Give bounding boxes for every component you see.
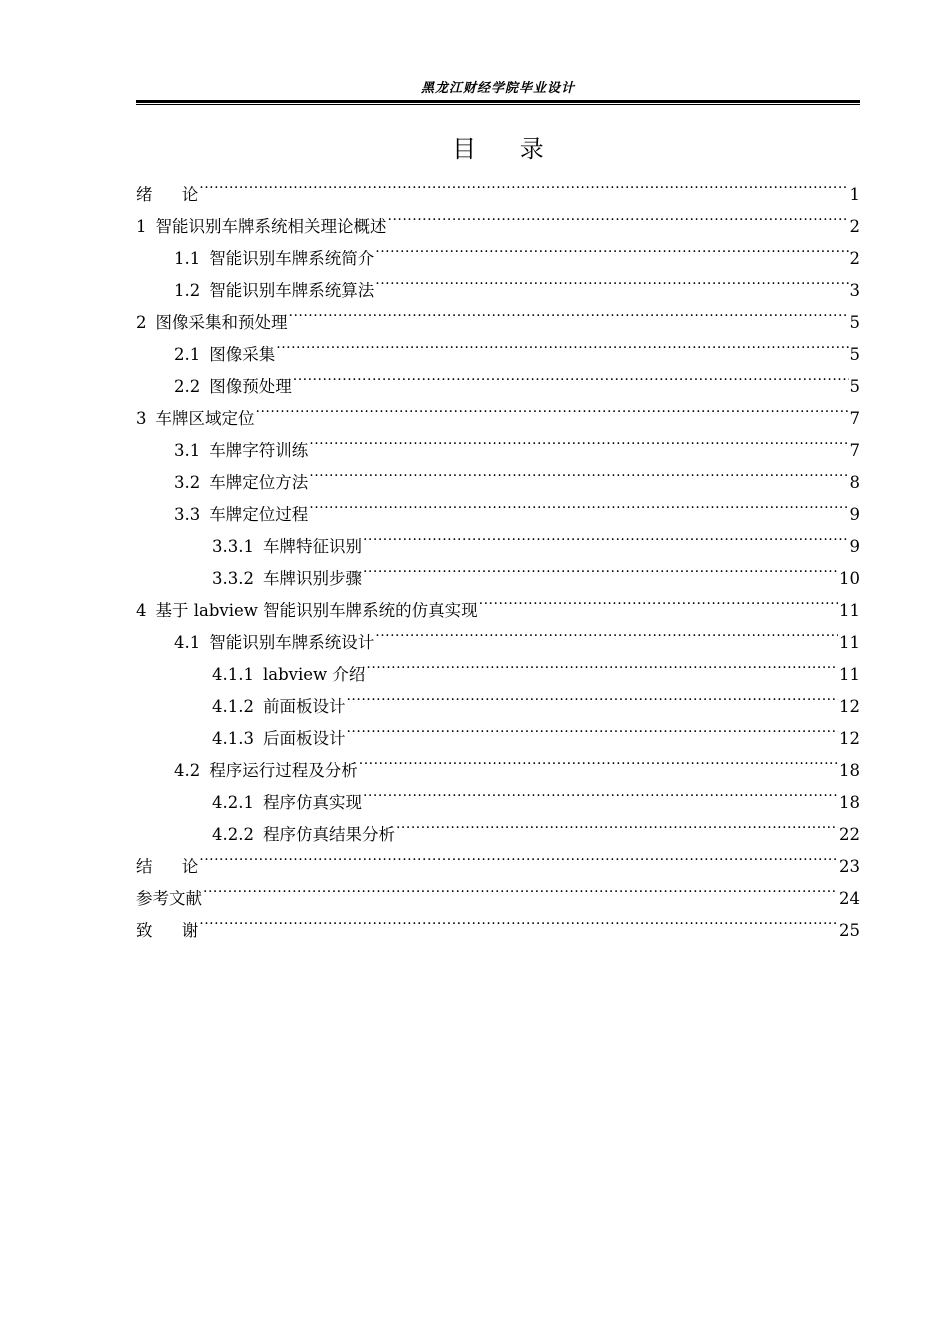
toc-entry-page-number: 9	[849, 505, 860, 524]
toc-entry-page-number: 7	[849, 409, 860, 428]
toc-entry-title: 车牌字符训练	[209, 441, 309, 460]
toc-entry-title: 图像预处理	[209, 377, 292, 396]
toc-entry-number: 4	[136, 601, 147, 620]
toc-dot-leader	[346, 712, 838, 744]
toc-dot-leader	[256, 392, 849, 424]
toc-entry-page-number: 25	[839, 921, 860, 940]
toc-entry-page-number: 7	[849, 441, 860, 460]
toc-entry-page-number: 18	[839, 761, 860, 780]
toc-entry-page-number: 5	[849, 345, 860, 364]
header-rule-thick	[136, 100, 860, 103]
toc-entry-page-number: 8	[849, 473, 860, 492]
toc-entry-page-number: 2	[849, 217, 860, 236]
toc-entry[interactable]	[136, 168, 860, 204]
toc-title: 目 录	[452, 135, 544, 163]
toc-dot-leader	[375, 616, 838, 648]
toc-entry-number: 3	[136, 409, 147, 428]
header-rule-thin	[136, 104, 860, 105]
toc-dot-leader	[293, 360, 849, 392]
toc-dot-leader	[366, 648, 838, 680]
toc-dot-leader	[359, 744, 838, 776]
toc-entry-page-number: 24	[839, 889, 860, 908]
toc-entry-number: 3.2	[174, 473, 201, 492]
toc-entry-number: 4.2	[174, 761, 201, 780]
toc-entry-title: 后面板设计	[262, 729, 346, 748]
toc-entry-title: 程序仿真实现	[262, 793, 362, 812]
toc-dot-leader	[346, 680, 838, 712]
toc-entry-number: 1.2	[174, 281, 201, 300]
toc-entry-number: 4.1.3	[212, 729, 254, 748]
toc-entry-page-number: 2	[849, 249, 860, 268]
toc-entry-page-number: 5	[849, 313, 860, 332]
toc-dot-leader	[479, 584, 838, 616]
toc-entry-title: 车牌识别步骤	[262, 569, 362, 588]
toc-dot-leader	[199, 168, 848, 200]
toc-entry-title: 车牌区域定位	[155, 409, 255, 428]
toc-entry-title: 图像采集	[209, 345, 276, 364]
toc-entry-page-number: 23	[839, 857, 860, 876]
toc-dot-leader	[289, 296, 849, 328]
toc-entry-number: 4.2.2	[212, 825, 254, 844]
toc-entry[interactable]	[136, 904, 860, 940]
toc-dot-leader	[309, 424, 848, 456]
toc-entry-title: 车牌特征识别	[262, 537, 362, 556]
toc-entry[interactable]	[136, 200, 860, 236]
toc-entry-page-number: 9	[849, 537, 860, 556]
toc-entry-title: 图像采集和预处理	[155, 313, 288, 332]
toc-entry-number: 3.3.2	[212, 569, 254, 588]
toc-entry-number: 4.1.2	[212, 697, 254, 716]
toc-dot-leader	[276, 328, 848, 360]
toc-entry-number: 3.3	[174, 505, 201, 524]
toc-dot-leader	[203, 872, 838, 904]
toc-entry-number: 3.1	[174, 441, 201, 460]
running-header-title: 黑龙江财经学院毕业设计	[420, 81, 575, 96]
toc-dot-leader	[363, 776, 838, 808]
toc-entry-title: 基于 labview 智能识别车牌系统的仿真实现	[155, 601, 478, 620]
toc-entry-page-number: 11	[839, 665, 860, 684]
toc-entry-page-number: 10	[839, 569, 860, 588]
toc-dot-leader	[363, 552, 838, 584]
toc-entry-number: 3.3.1	[212, 537, 254, 556]
toc-entry-title: 致 谢	[136, 921, 199, 940]
toc-entry-title: 程序运行过程及分析	[209, 761, 358, 780]
toc-entry-title: 智能识别车牌系统简介	[209, 249, 375, 268]
toc-entry-page-number: 12	[839, 729, 860, 748]
toc-dot-leader	[388, 200, 849, 232]
toc-entry-title: 智能识别车牌系统设计	[209, 633, 375, 652]
toc-dot-leader	[363, 520, 849, 552]
toc-entry-title: 智能识别车牌系统相关理论概述	[155, 217, 387, 236]
toc-dot-leader	[199, 904, 838, 936]
toc-dot-leader	[375, 264, 848, 296]
toc-dot-leader	[396, 808, 838, 840]
toc-entry-number: 4.1.1	[212, 665, 254, 684]
toc-entry-page-number: 1	[849, 185, 860, 204]
toc-entry-number: 2	[136, 313, 147, 332]
toc-entry-page-number: 5	[849, 377, 860, 396]
toc-entry-page-number: 18	[839, 793, 860, 812]
toc-dot-leader	[309, 488, 848, 520]
toc-entry-number: 2.2	[174, 377, 201, 396]
toc-entry-number: 2.1	[174, 345, 201, 364]
toc-entry-number: 1	[136, 217, 147, 236]
toc-entry-title: 智能识别车牌系统算法	[209, 281, 375, 300]
toc-entry-page-number: 11	[839, 633, 860, 652]
toc-entry-page-number: 3	[849, 281, 860, 300]
toc-entry-title: 程序仿真结果分析	[262, 825, 395, 844]
toc-entry-page-number: 11	[839, 601, 860, 620]
toc-entry-title: 结 论	[136, 857, 199, 876]
toc-entry-number: 4.2.1	[212, 793, 254, 812]
toc-entry-number: 4.1	[174, 633, 201, 652]
toc-entry[interactable]	[136, 840, 860, 876]
toc-entry-title: labview 介绍	[262, 665, 366, 684]
toc-dot-leader	[199, 840, 838, 872]
toc-entry-title: 绪 论	[136, 185, 199, 204]
toc-entry-title: 前面板设计	[262, 697, 346, 716]
toc-entry-page-number: 22	[839, 825, 860, 844]
toc-dot-leader	[309, 456, 848, 488]
toc-entry-title: 参考文献	[136, 889, 202, 908]
toc-entry-title: 车牌定位过程	[209, 505, 309, 524]
table-of-contents	[136, 168, 860, 940]
toc-entry-title: 车牌定位方法	[209, 473, 309, 492]
toc-dot-leader	[375, 232, 848, 264]
toc-entry-number: 1.1	[174, 249, 201, 268]
toc-entry-page-number: 12	[839, 697, 860, 716]
toc-entry[interactable]	[136, 872, 860, 908]
